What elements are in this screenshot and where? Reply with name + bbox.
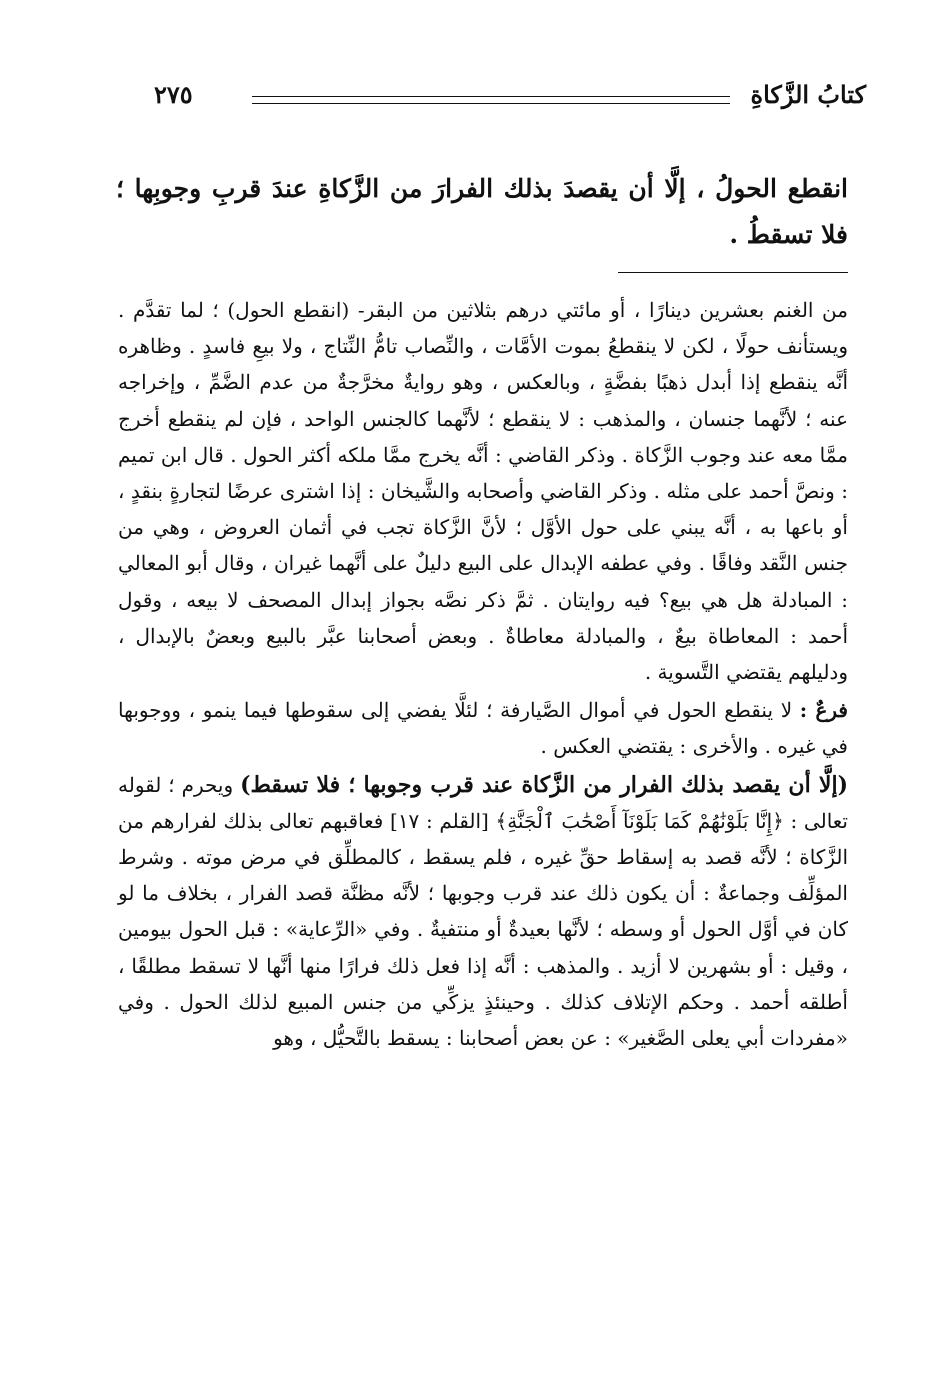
far-heading: فرعٌ : <box>799 698 848 723</box>
commentary-paragraph <box>118 692 848 764</box>
matn-separator-rule <box>618 272 848 273</box>
header-rule <box>252 96 730 104</box>
page-number: ٢٧٥ <box>154 80 193 109</box>
quoted-matn: (إلَّا أن يقصد بذلك الفرار من الزَّكاة عند قرب وجوبها ؛ فلا تسقط) <box>240 771 849 798</box>
matn-text: انقطع الحولُ ، إلَّا أن يقصدَ بذلك الفرارَ من الزَّكاةِ عندَ قربِ وجوبِها ؛ فلا تسقطُ . <box>116 174 848 249</box>
commentary-text: ويحرم ؛ لقوله تعالى : ﴿إِنَّا بَلَوْنَٰهُمْ كَمَا بَلَوْنَآ أَصْحَٰبَ ٱلْجَنَّةِ﴾ [القلم : ١٧] فعاقبهم تعالى بذلك لفرارهم من الزَّكاة ؛ لأنَّه قصد به إسقاط حقِّ غيره ، فلم يسقط ، كالمطلِّق في مرض موته . وشرط المؤلِّف وجماعةٌ : أن يكون ذلك عند قرب وجوبها ؛ لأنَّه مظنَّة قصد الفرار ، بخلاف ما لو كان في أوَّل الحول أو وسطه ؛ لأنَّها بعيدةٌ أو منتفيةٌ . وفي «الرِّعاية» : قبل الحول بيومين ، وقيل : أو بشهرين لا أزيد . والمذهب : أنَّه إذا فعل ذلك فرارًا منها أنَّها لا تسقط مطلقًا ، أطلقه أحمد . وحكم الإتلاف كذلك . وحينئذٍ يزكِّي من جنس المبيع لذلك الحول . وفي «مفردات أبي يعلى الصَّغير» : عن بعض أصحابنا : يسقط بالتَّحيُّل ، وهو <box>118 772 849 1051</box>
far-text: لا ينقطع الحول في أموال الصَّيارفة ؛ لئلَّا يفضي إلى سقوطها فيما ينمو ، ووجوبها في غيره . والأخرى : يقتضي العكس . <box>118 698 848 759</box>
commentary-paragraph: من الغنم بعشرين دينارًا ، أو مائتي درهم بثلاثين من البقر- (انقطع الحول) ؛ لما تقدَّم . ويستأنف حولًا ، لكن لا ينقطعُ بموت الأمَّات ، والنِّصاب تامُّ النِّتاج ، ولا بيعِ فاسدٍ . وظاهره أنَّه ينقطع إذا أبدل ذهبًا بفضَّةٍ ، وبالعكس ، وهو روايةٌ مخرَّجةٌ من عدم الضَّمِّ ، وإخراجه عنه ؛ لأنَّهما جنسان ، والمذهب : لا ينقطع ؛ لأنَّهما كالجنس الواحد ، فإن لم ينقطع أخرج ممَّا معه عند وجوب الزَّكاة . وذكر القاضي : أنَّه يخرج ممَّا ملكه أكثر الحول . قال ابن تميم : ونصَّ أحمد على مثله . وذكر القاضي وأصحابه والشَّيخان : إذا اشترى عرضًا لتجارةٍ بنقدٍ ، أو باعها به ، أنَّه يبني على حول الأوَّل ؛ لأنَّ الزَّكاة تجب في أثمان العروض ، وهي من جنس النَّقد وفاقًا . وفي عطفه الإبدال على البيع دليلٌ على أنَّهما غيران ، وقال أبو المعالي : المبادلة هل هي بيع؟ فيه روايتان . ثمَّ ذكر نصَّه بجواز إبدال المصحف لا بيعه ، وقول أحمد : المعاطاة بيعٌ ، والمبادلة معاطاةٌ . وبعض أصحابنا عبَّر بالبيع وبعضٌ بالإبدال ، ودليلهم يقتضي التَّسوية . <box>118 298 848 685</box>
running-title: كتابُ الزَّكاةِ <box>750 80 866 109</box>
commentary-paragraph <box>118 767 848 1057</box>
commentary <box>118 292 848 1056</box>
